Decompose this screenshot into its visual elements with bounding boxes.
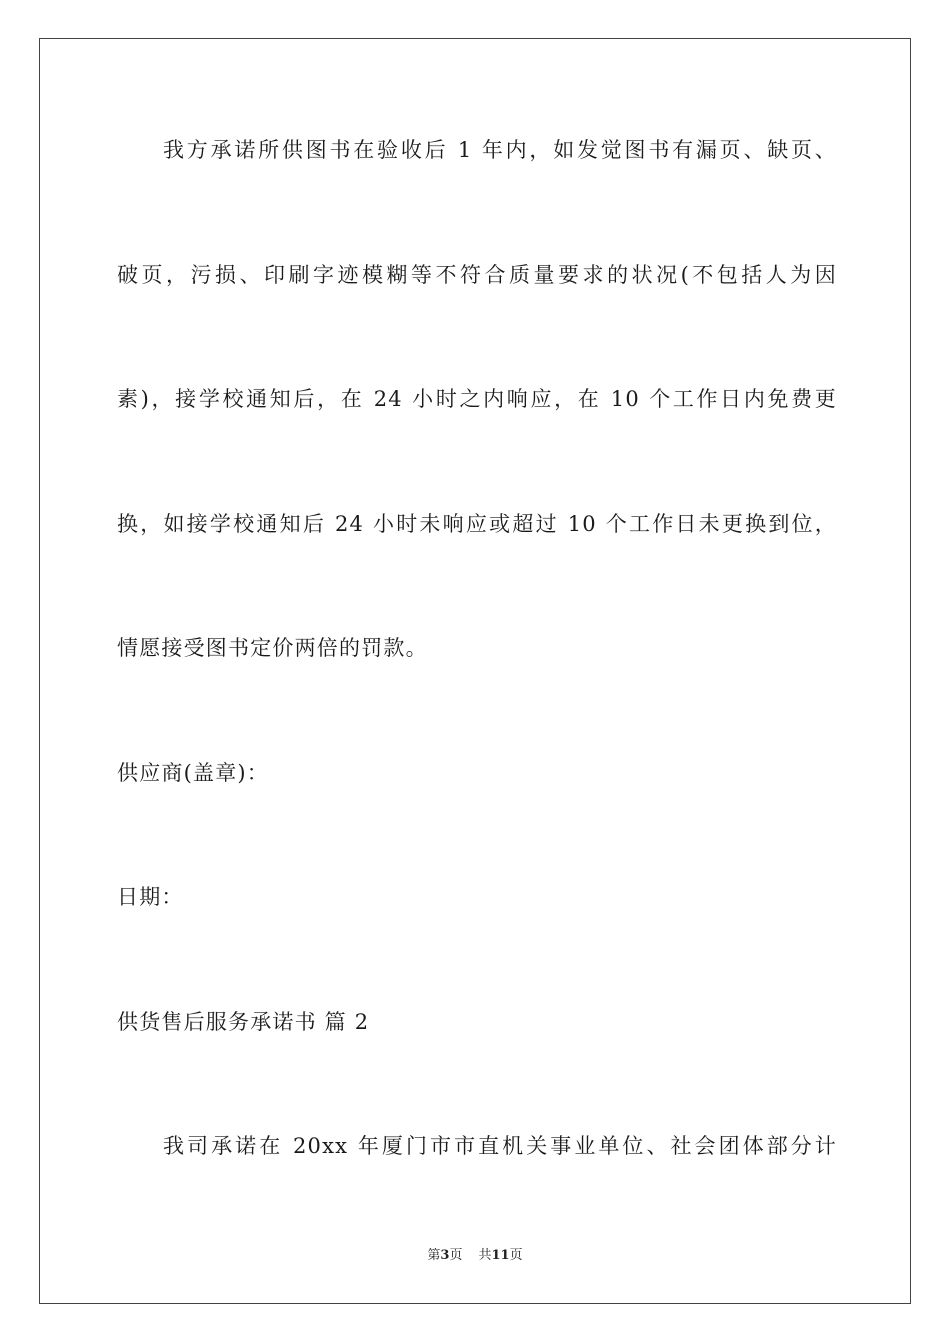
footer-page-suffix: 页 (449, 1248, 463, 1263)
page-border (39, 38, 911, 1304)
paragraph-1-line-1: 我方承诺所供图书在验收后 1 年内，如发觉图书有漏页、缺页、 (163, 138, 837, 162)
footer-total-suffix: 页 (509, 1248, 523, 1263)
footer-page-prefix: 第 (427, 1248, 441, 1263)
paragraph-1-line-3: 素)，接学校通知后，在 24 小时之内响应，在 10 个工作日内免费更 (117, 387, 837, 411)
date-label: 日期： (117, 885, 184, 909)
paragraph-1-line-5: 情愿接受图书定价两倍的罚款。 (117, 636, 428, 660)
section-heading: 供货售后服务承诺书 篇 2 (117, 1010, 370, 1034)
page-footer (0, 1247, 950, 1265)
supplier-seal-label: 供应商(盖章)： (117, 761, 269, 785)
footer-total-pages: 11 (491, 1248, 510, 1263)
paragraph-1-line-2: 破页，污损、印刷字迹模糊等不符合质量要求的状况(不包括人为因 (117, 263, 837, 287)
paragraph-2-line-1: 我司承诺在 20xx 年厦门市市直机关事业单位、社会团体部分计 (163, 1134, 837, 1158)
paragraph-1-line-4: 换，如接学校通知后 24 小时未响应或超过 10 个工作日未更换到位， (117, 512, 837, 536)
footer-page-number: 3 (440, 1248, 450, 1263)
footer-total-prefix: 共 (478, 1248, 492, 1263)
